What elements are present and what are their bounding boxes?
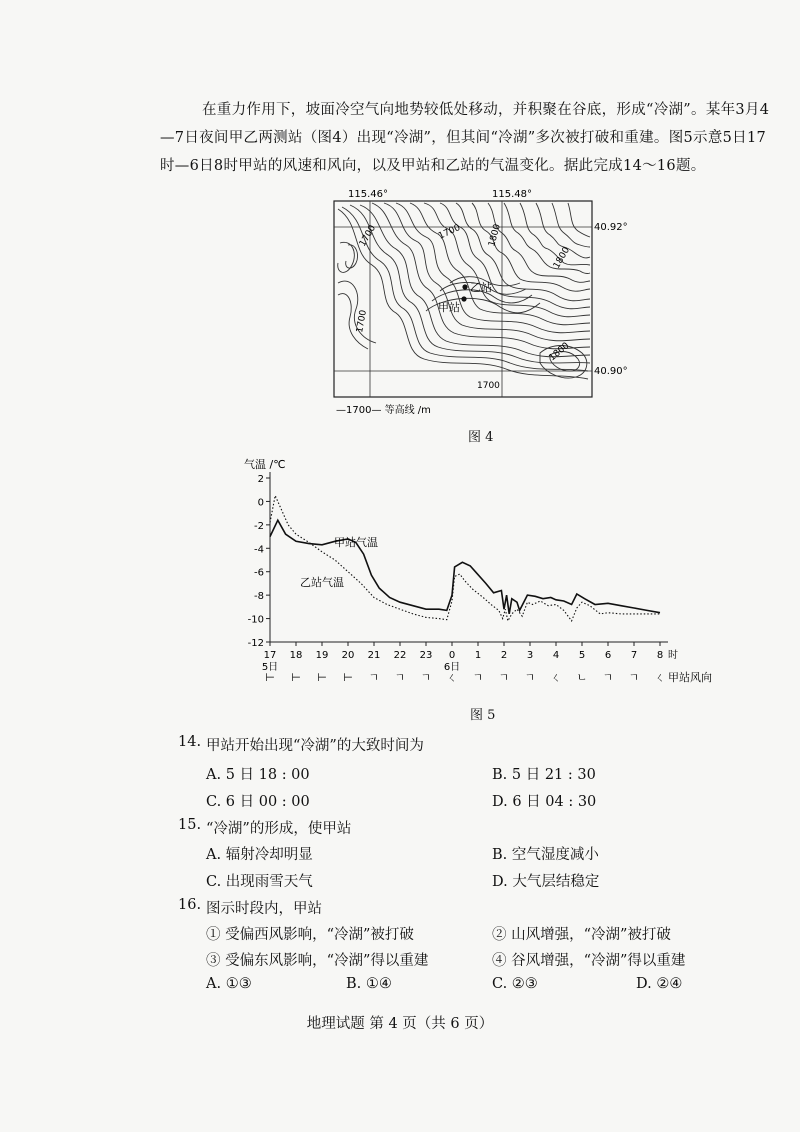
lat-label-2: 40.90° (594, 366, 628, 377)
topo-map (300, 183, 660, 418)
x-tick-label: 19 (315, 650, 329, 661)
x-tick-label: 3 (526, 650, 534, 661)
contour-label: 1700 (477, 381, 500, 391)
intro-paragraph: 在重力作用下，坡面冷空气向地势较低处移动，并积聚在谷底，形成“冷湖”。某年3月4—7日夜间甲乙两测站（图4）出现“冷湖”，但其间“冷湖”多次被打破和重建。图5示意5日17时—6日8时甲站的风速和风向，以及甲站和乙站的气温变化。据此完成14～16题。 (160, 102, 770, 174)
wind-direction-symbol: ㄑ (550, 671, 562, 684)
question-16-statement-3: ③ 受偏东风影响，“冷湖”得以重建 (206, 953, 429, 969)
question-15-option-c[interactable]: C. 出现雨雪天气 (206, 874, 313, 890)
question-16-number: 16. (178, 897, 202, 913)
y-tick-label: -6 (254, 567, 264, 579)
wind-direction-symbol: ㄴ (576, 671, 588, 684)
x-tick-label: 1 (474, 650, 482, 661)
chart-series (270, 496, 660, 621)
question-16-stem: 图示时段内，甲站 (206, 901, 322, 917)
series-label-jia: 甲站气温 (334, 536, 378, 549)
station-a-label: 甲站 (438, 301, 460, 314)
y-tick-label: 2 (257, 474, 264, 485)
y-tick-label: -2 (254, 520, 264, 532)
series-line-yi (270, 496, 660, 621)
wind-direction-symbol: ㄱ (524, 671, 536, 684)
x-tick-label: 21 (367, 650, 381, 661)
y-tick-label: 0 (257, 497, 264, 509)
contour-label: 1800 (547, 340, 572, 364)
x-tick-label: 4 (552, 650, 560, 661)
contour-label: 1700 (355, 309, 369, 334)
temperature-chart-figure (230, 452, 730, 702)
x-unit-label: 时 (668, 650, 678, 661)
figure-5-caption: 图 5 (470, 708, 496, 723)
question-15-number: 15. (178, 817, 202, 833)
y-tick-label: -10 (247, 614, 264, 626)
series-line-jia (270, 520, 660, 614)
question-15-option-d[interactable]: D. 大气层结稳定 (492, 874, 600, 890)
y-tick-label: -4 (254, 544, 264, 556)
wind-direction-symbol: ㄱ (368, 671, 380, 684)
x-tick-label: 22 (393, 650, 407, 661)
question-14-option-b[interactable]: B. 5 日 21 : 30 (492, 767, 596, 783)
contour-label: 1700 (437, 222, 463, 242)
wind-direction-symbol: ⊢ (265, 671, 275, 684)
wind-direction-symbol: ㄱ (472, 671, 484, 684)
page-footer: 地理试题 第 4 页（共 6 页） (306, 1016, 494, 1032)
question-16-statement-2: ② 山风增强，“冷湖”被打破 (492, 927, 671, 943)
x-tick-label: 2 (500, 650, 508, 661)
question-14-stem: 甲站开始出现“冷湖”的大致时间为 (206, 738, 424, 754)
wind-direction-symbol: ㄱ (420, 671, 432, 684)
x-tick-label: 7 (630, 650, 638, 661)
wind-direction-symbol: ㄑ (446, 671, 458, 684)
question-14-number: 14. (178, 734, 202, 750)
question-15-option-a[interactable]: A. 辐射冷却明显 (206, 847, 313, 863)
x-tick-label: 17 (263, 650, 277, 661)
temperature-chart (230, 452, 730, 702)
y-tick-label: -8 (254, 591, 264, 603)
lon-label-2: 115.48° (492, 189, 532, 200)
question-16-option-a[interactable]: A. ①③ (206, 976, 252, 992)
wind-direction-symbol: ㄱ (628, 671, 640, 684)
contour-label: 1700 (357, 223, 379, 249)
chart-axes (248, 472, 678, 673)
question-16-statement-4: ④ 谷风增强，“冷湖”得以重建 (492, 953, 686, 969)
map-legend: —1700— 等高线 /m (336, 405, 431, 416)
wind-direction-symbol: ⊢ (291, 671, 301, 684)
wind-direction-symbol: ㄱ (498, 671, 510, 684)
x-tick-label: 23 (419, 650, 433, 661)
lon-label-1: 115.46° (348, 189, 388, 200)
question-16-option-b[interactable]: B. ①④ (346, 976, 392, 992)
x-tick-label: 5 (578, 650, 586, 661)
station-b-marker (462, 284, 467, 289)
question-16-option-d[interactable]: D. ②④ (636, 976, 683, 992)
wind-direction-row (265, 671, 665, 684)
y-tick-label: -12 (247, 638, 264, 649)
day-label: 5日 (261, 662, 279, 673)
topo-map-figure (300, 183, 660, 418)
wind-direction-symbol: ㄑ (654, 671, 666, 684)
lat-label-1: 40.92° (594, 222, 628, 233)
station-a-marker (461, 296, 466, 301)
question-15-option-b[interactable]: B. 空气湿度减小 (492, 847, 599, 863)
question-14-option-a[interactable]: A. 5 日 18 : 00 (206, 767, 310, 783)
wind-direction-symbol: ㄱ (394, 671, 406, 684)
contour-label: 1800 (551, 245, 573, 271)
question-14-option-d[interactable]: D. 6 日 04 : 30 (492, 794, 597, 810)
x-tick-label: 20 (341, 650, 355, 661)
x-tick-label: 8 (656, 650, 664, 661)
wind-direction-symbol: ㄱ (602, 671, 614, 684)
station-b-label: 乙站 (470, 281, 492, 294)
contour-label: 1800 (487, 223, 503, 248)
question-15-stem: “冷湖”的形成，使甲站 (206, 821, 352, 837)
question-16-statement-1: ① 受偏西风影响，“冷湖”被打破 (206, 927, 414, 943)
figure-4-caption: 图 4 (468, 430, 494, 445)
series-label-yi: 乙站气温 (300, 576, 344, 589)
question-14-option-c[interactable]: C. 6 日 00 : 00 (206, 794, 310, 810)
x-tick-label: 18 (289, 650, 303, 661)
chart-ylabel: 气温 /℃ (244, 458, 286, 471)
x-tick-label: 0 (448, 650, 456, 661)
day-label: 6日 (443, 662, 461, 673)
wind-direction-symbol: ⊢ (343, 671, 353, 684)
wind-direction-symbol: ⊢ (317, 671, 327, 684)
wind-label: 甲站风向 (668, 671, 712, 684)
question-16-option-c[interactable]: C. ②③ (492, 976, 538, 992)
x-tick-label: 6 (604, 650, 612, 661)
